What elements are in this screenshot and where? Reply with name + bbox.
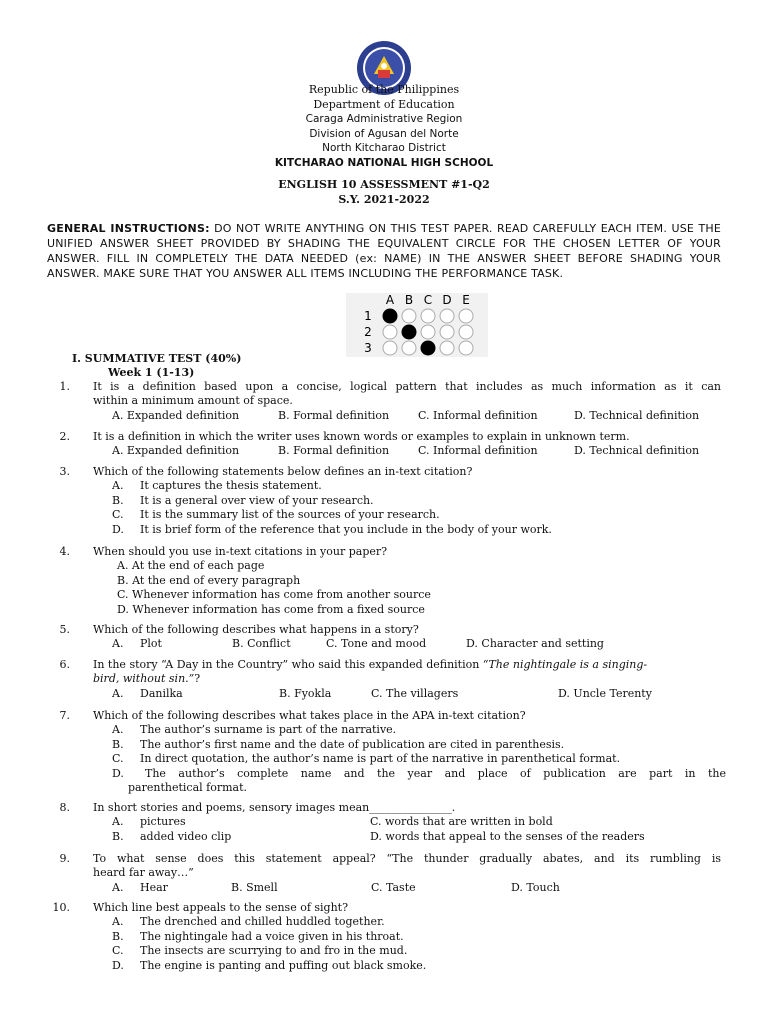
option-text: added video clip [140, 829, 232, 843]
question-number: 4. [59, 545, 70, 558]
bubble-row-number: 1 [364, 309, 372, 323]
option-letter: B. [112, 829, 124, 843]
option-letter: C. [112, 508, 124, 522]
quoted-definition: bird, without sin.” [93, 672, 195, 686]
question-text: Which line best appeals to the sense of sight? [93, 901, 348, 914]
option-letter: A. [112, 637, 124, 651]
option: D. Whenever information has come from a fixed source [117, 602, 425, 616]
question-text: In short stories and poems, sensory images mean_______________. [93, 801, 456, 814]
option-letter: A. [112, 815, 124, 829]
question-text: Which of the following statements below defines an in-text citation? [93, 465, 473, 478]
option: D. Technical definition [574, 444, 700, 458]
option-text: The drenched and chilled huddled together. [140, 915, 385, 929]
option: C. Taste [371, 880, 416, 894]
option-text: The nightingale had a voice given in his throat. [140, 929, 404, 943]
option: C. Tone and mood [326, 637, 427, 651]
letterhead [0, 83, 768, 170]
option: B. Formal definition [278, 444, 390, 458]
bubble-letter: C [423, 293, 433, 307]
instructions-label: GENERAL INSTRUCTIONS: [47, 222, 210, 235]
question-number: 8. [59, 801, 70, 814]
option: C. Whenever information has come from another source [117, 588, 431, 602]
bubble-shaded [402, 325, 416, 339]
question-text [93, 658, 647, 672]
option: D. Touch [511, 880, 560, 894]
division-line: Division of Agusan del Norte [309, 127, 459, 140]
republic-line: Republic of the Philippines [308, 83, 460, 96]
option-letter: A. [112, 723, 124, 737]
question-text: heard far away…” [93, 866, 194, 880]
option: Danilka [140, 686, 183, 700]
option: A. Expanded definition [112, 444, 240, 458]
option-letter: A. [112, 479, 124, 493]
option-letter: A. [112, 880, 124, 894]
bubble-empty [440, 309, 454, 323]
question-number: 1. [59, 380, 70, 393]
assessment-title [0, 178, 768, 207]
question-number: 5. [59, 623, 70, 636]
question-number: 2. [59, 430, 70, 443]
option-letter: B. [112, 929, 124, 943]
option: C. Informal definition [418, 444, 538, 458]
option: A. At the end of each page [117, 559, 265, 573]
option: D. Character and setting [466, 637, 604, 651]
option-letter: A. [112, 915, 124, 929]
bubble-shaded [421, 341, 435, 355]
question-text: It is a definition based upon a concise, logical pattern that includes as much information as it can [93, 380, 721, 393]
option-text: It is brief form of the reference that you include in the body of your work. [140, 522, 552, 536]
option: D. Uncle Terenty [558, 686, 652, 700]
bubble-empty [402, 341, 416, 355]
bubble-letter: E [462, 293, 470, 307]
bubble-empty [440, 325, 454, 339]
bubble-empty [459, 325, 473, 339]
department-line: Department of Education [313, 97, 455, 111]
assessment-name: ENGLISH 10 ASSESSMENT #1-Q2 [278, 178, 490, 191]
bubble-row-number: 2 [364, 325, 372, 339]
question-text-part: In the story “A Day in the Country” who said this expanded definition [93, 658, 483, 671]
week-label: Week 1 (1-13) [108, 366, 195, 379]
bubble-empty [440, 341, 454, 355]
option-text: In direct quotation, the author’s name is part of the narrative in parenthetical format. [140, 752, 621, 766]
option-letter: D. [112, 522, 124, 536]
option-letter: C. [112, 944, 124, 958]
bubble-letter: B [404, 293, 414, 307]
quoted-definition: “The nightingale is a singing- [482, 658, 648, 671]
option-text: The author’s first name and the date of publication are cited in parenthesis. [140, 737, 565, 751]
question-text: Which of the following describes what happens in a story? [93, 623, 419, 636]
option: D. Technical definition [574, 408, 700, 422]
bubble-letter: D [442, 293, 452, 307]
option-letter: B. [112, 737, 124, 751]
option: C. The villagers [371, 686, 459, 700]
bubble-empty [421, 325, 435, 339]
option: A. Expanded definition [112, 408, 240, 422]
option-letter: A. [112, 686, 124, 700]
option-text: C. words that are written in bold [370, 815, 553, 829]
option-text-continued: parenthetical format. [128, 781, 247, 794]
option: Hear [140, 880, 168, 894]
option-text: D. words that appeal to the senses of the readers [370, 829, 645, 843]
option: C. Informal definition [418, 408, 538, 422]
question-number: 10. [52, 901, 70, 914]
bubble-empty [383, 325, 397, 339]
question-number: 6. [59, 658, 70, 671]
bubble-row-number: 3 [364, 341, 372, 355]
bubble-empty [421, 309, 435, 323]
option-text: The author’s surname is part of the narrative. [140, 723, 397, 737]
region-line: Caraga Administrative Region [305, 113, 463, 125]
question-text: It is a definition in which the writer uses known words or examples to explain in unknown term. [93, 430, 630, 443]
option: B. Conflict [232, 637, 291, 651]
question-text-part: ? [194, 672, 201, 686]
option-text: It captures the thesis statement. [140, 479, 322, 493]
answer-bubble-sample [346, 293, 488, 357]
question-number: 9. [59, 852, 70, 865]
question-text [93, 672, 200, 686]
option: B. At the end of every paragraph [117, 573, 301, 587]
option-letter: B. [112, 493, 124, 507]
school-year: S.Y. 2021-2022 [338, 192, 430, 206]
general-instructions [47, 221, 721, 281]
question-text: To what sense does this statement appeal? “The thunder gradually abates, and its rumbling is [93, 852, 721, 865]
option-letter: D. [112, 766, 124, 780]
district-line: North Kitcharao District [322, 142, 446, 154]
school-name: KITCHARAO NATIONAL HIGH SCHOOL [274, 156, 494, 169]
bubble-empty [402, 309, 416, 323]
bubble-letter: A [385, 293, 395, 307]
option: B. Fyokla [279, 686, 332, 700]
instructions-text: DO NOT WRITE ANYTHING ON THIS TEST PAPER. READ CAREFULLY EACH ITEM. USE THE UNIFIED ANSWER SHEET PROVIDED BY SHADING THE EQUIVALENT CIRCLE FOR THE CHOSEN LETTER OF YOUR ANSWER. FILL IN COMPLETELY THE DATA NEEDED (ex: NAME) IN THE ANSWER SHEET BEFORE SHADING YOUR ANSWER. MAKE SURE THAT YOU ANSWER ALL ITEMS INCLUDING THE PERFORMANCE TASK. [47, 222, 721, 280]
option-letter: C. [112, 752, 124, 766]
bubble-empty [459, 341, 473, 355]
option-letter: D. [112, 958, 124, 972]
option-text: The engine is panting and puffing out black smoke. [140, 958, 427, 972]
option-text: pictures [140, 815, 186, 829]
question-text: within a minimum amount of space. [93, 394, 293, 408]
option-text: It is a general over view of your research. [140, 493, 374, 507]
section-title: I. SUMMATIVE TEST (40%) [72, 352, 242, 365]
question-text: When should you use in-text citations in your paper? [93, 545, 388, 558]
question-number: 3. [59, 465, 70, 478]
option: Plot [140, 637, 162, 651]
option-text: It is the summary list of the sources of your research. [140, 508, 440, 522]
option-text: The author’s complete name and the year and place of publication are part in the [145, 766, 726, 780]
bubble-empty [383, 341, 397, 355]
bubble-shaded [383, 309, 397, 323]
option: B. Formal definition [278, 408, 390, 422]
option: B. Smell [231, 880, 278, 894]
question-text: Which of the following describes what takes place in the APA in-text citation? [93, 709, 526, 722]
question-number: 7. [59, 709, 70, 722]
option-text: The insects are scurrying to and fro in the mud. [140, 944, 408, 958]
bubble-empty [459, 309, 473, 323]
